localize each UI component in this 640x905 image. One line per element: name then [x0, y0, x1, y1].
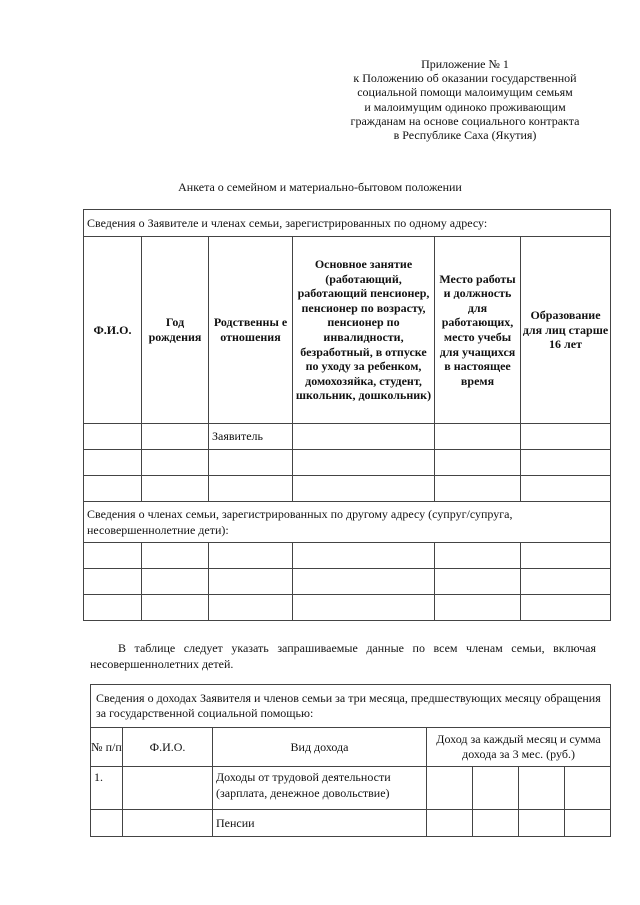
- input-cell[interactable]: [142, 450, 209, 476]
- table-row: [84, 569, 611, 595]
- input-cell[interactable]: [84, 450, 142, 476]
- input-cell[interactable]: [84, 543, 142, 569]
- appendix-header: [320, 57, 610, 142]
- input-cell[interactable]: [473, 810, 519, 837]
- section-title-income: Сведения о доходах Заявителя и членов семьи за три месяца, предшествующих месяцу обращения за государственной социальной помощью:: [91, 685, 611, 728]
- applicant-label: Заявитель: [209, 424, 293, 450]
- input-cell[interactable]: [565, 767, 611, 810]
- input-cell[interactable]: [565, 810, 611, 837]
- income-type-label: Пенсии: [213, 810, 427, 837]
- input-cell[interactable]: [435, 569, 521, 595]
- input-cell[interactable]: [84, 569, 142, 595]
- input-cell[interactable]: [142, 424, 209, 450]
- input-cell[interactable]: [209, 543, 293, 569]
- input-cell[interactable]: [521, 424, 611, 450]
- input-cell[interactable]: [521, 595, 611, 621]
- input-cell[interactable]: [293, 424, 435, 450]
- input-cell[interactable]: [84, 476, 142, 502]
- income-table: [90, 684, 611, 837]
- column-header-occupation: Основное занятие (работающий, работающий пенсионер, пенсионер по возрасту, пенсионер по инвалидности, безработный, в отпуске по уходу за ребенком, домохозяйка, студент, школьник, дошкольник): [293, 237, 435, 424]
- row-number: 1.: [91, 767, 123, 810]
- document-title: Анкета о семейном и материально-бытовом положении: [178, 180, 462, 194]
- input-cell[interactable]: [521, 569, 611, 595]
- input-cell[interactable]: [84, 424, 142, 450]
- input-cell[interactable]: [142, 543, 209, 569]
- table-row: [84, 450, 611, 476]
- input-cell[interactable]: [521, 476, 611, 502]
- column-header-relationship: Родственны е отношения: [209, 237, 293, 424]
- input-cell[interactable]: [209, 569, 293, 595]
- appendix-line: и малоимущим одиноко проживающим: [364, 99, 566, 114]
- input-cell[interactable]: [142, 476, 209, 502]
- table-row: [84, 543, 611, 569]
- input-cell[interactable]: [209, 595, 293, 621]
- input-cell[interactable]: [435, 595, 521, 621]
- table-row: [84, 595, 611, 621]
- column-header-name: Ф.И.О.: [84, 237, 142, 424]
- income-type-label: Доходы от трудовой деятельности (зарплата, денежное довольствие): [213, 767, 427, 810]
- input-cell[interactable]: [293, 569, 435, 595]
- input-cell[interactable]: [293, 476, 435, 502]
- column-header-number: № п/п: [91, 728, 123, 767]
- table-row: [91, 810, 611, 837]
- column-header-income-type: Вид дохода: [213, 728, 427, 767]
- appendix-line: в Республике Саха (Якутия): [393, 128, 537, 143]
- input-cell[interactable]: [519, 767, 565, 810]
- column-header-education: Образование для лиц старше 16 лет: [521, 237, 611, 424]
- input-cell[interactable]: [123, 810, 213, 837]
- input-cell[interactable]: [521, 450, 611, 476]
- column-header-workplace: Место работы и должность для работающих, место учебы для учащихся в настоящее время: [435, 237, 521, 424]
- section-title-same-address: Сведения о Заявителе и членах семьи, зарегистрированных по одному адресу:: [84, 210, 611, 237]
- input-cell[interactable]: [435, 424, 521, 450]
- appendix-line: социальной помощи малоимущим семьям: [357, 85, 573, 100]
- input-cell[interactable]: [84, 595, 142, 621]
- input-cell[interactable]: [123, 767, 213, 810]
- input-cell[interactable]: [293, 595, 435, 621]
- section-title-other-address: Сведения о членах семьи, зарегистрированных по другому адресу (супруг/супруга, несовершеннолетние дети):: [84, 502, 611, 543]
- input-cell[interactable]: [473, 767, 519, 810]
- table-row: [84, 476, 611, 502]
- column-header-name: Ф.И.О.: [123, 728, 213, 767]
- family-members-table: [83, 209, 611, 621]
- table-row: [91, 767, 611, 810]
- input-cell[interactable]: [293, 543, 435, 569]
- input-cell[interactable]: [427, 810, 473, 837]
- instruction-paragraph: В таблице следует указать запрашиваемые данные по всем членам семьи, включая несовершеннолетних детей.: [90, 641, 596, 671]
- input-cell[interactable]: [427, 767, 473, 810]
- input-cell[interactable]: [209, 476, 293, 502]
- appendix-line: к Положению об оказании государственной: [353, 71, 577, 86]
- input-cell[interactable]: [435, 476, 521, 502]
- input-cell[interactable]: [209, 450, 293, 476]
- input-cell[interactable]: [519, 810, 565, 837]
- input-cell[interactable]: [435, 543, 521, 569]
- input-cell[interactable]: [142, 595, 209, 621]
- row-number: [91, 810, 123, 837]
- input-cell[interactable]: [521, 543, 611, 569]
- appendix-line: гражданам на основе социального контракта: [350, 113, 580, 128]
- column-header-birth-year: Год рождения: [142, 237, 209, 424]
- input-cell[interactable]: [435, 450, 521, 476]
- input-cell[interactable]: [142, 569, 209, 595]
- table-row: [84, 424, 611, 450]
- appendix-line: Приложение № 1: [421, 57, 509, 71]
- column-header-monthly-income: Доход за каждый месяц и сумма дохода за 3 мес. (руб.): [427, 728, 611, 767]
- input-cell[interactable]: [293, 450, 435, 476]
